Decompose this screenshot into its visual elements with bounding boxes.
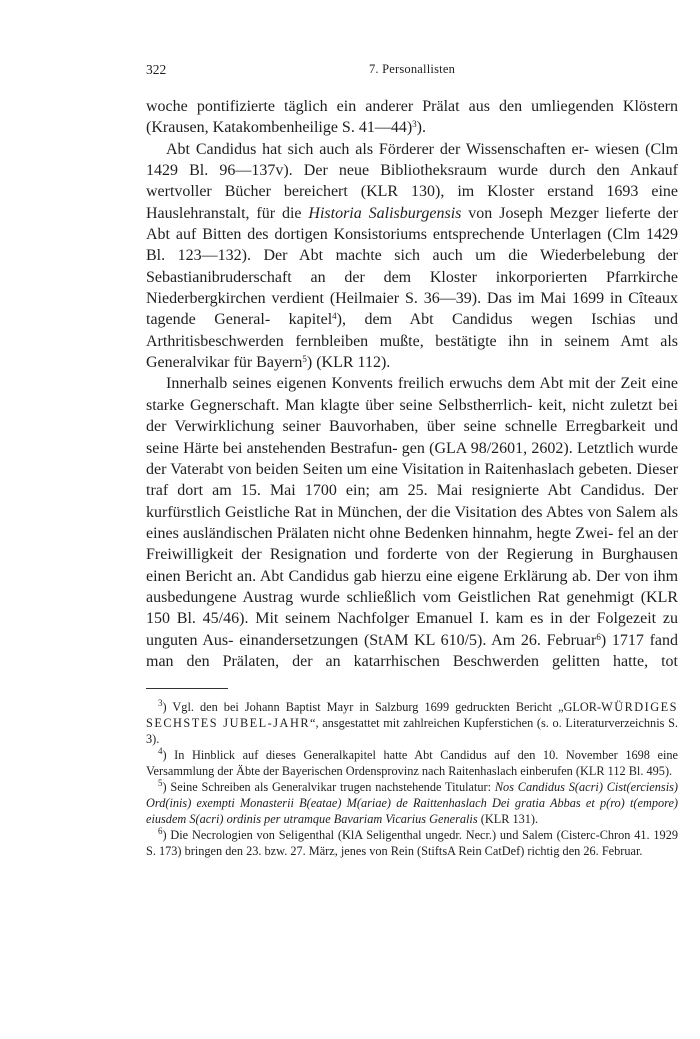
text-line: keit, nicht zuletzt bei der Verwirklichung seiner Bauvorhaben, über [146, 396, 679, 436]
running-head: 7. Personallisten [368, 62, 456, 76]
text-line: wiesen (Clm 1429 Bl. 96—137v). Der neue Bibliotheksraum wurde [146, 140, 679, 180]
text-line: eines ausländischen Prälaten nicht ohne Bedenken hinnahm, hegte Zwei- [146, 524, 614, 542]
text-line: vom Geistlichen Rat genehmigt (KLR 150 Bl. 45/46). Mit seinem [146, 588, 679, 628]
text-line: seine schnelle Erregbarkeit und seine Härte bei anstehenden Bestrafun- [146, 418, 679, 457]
text-line: sich auch um die Wiederbelebung der Sebastianibruderschaft an der [146, 247, 678, 286]
text-line: der Zeit eine starke Gegnerschaft. Man klagte über seine Selbstherrlich- [146, 375, 679, 414]
book-page [146, 62, 678, 859]
text-line: Geistliche Rat in München, der die Visitation des Abtes von Salem als [225, 503, 679, 521]
text-line: in Burghausen einen Bericht an. Abt Candidus gab hierzu eine eigene [146, 546, 679, 585]
text-line: Nachfolger Emanuel I. kam es in der Folgezeit zu unguten Aus- [146, 610, 679, 649]
text-line: fernbleiben mußte, bestätigte ihn in seinem Amt als Generalvikar für [146, 332, 679, 372]
text-line: dem Kloster inkorporierten Pfarrkirche Niederbergkirchen verdient [146, 268, 678, 308]
text-line: Erklärung ab. Der von ihm ausbedungene Austrag wurde schließlich [146, 567, 679, 606]
page-number: 322 [146, 62, 167, 77]
text-line: durch den Ankauf wertvoller Bücher bereichert (KLR 130), im Kloster [146, 162, 678, 201]
paragraph [146, 139, 678, 374]
text-line: Bayern$^5$) (KLR 112). [256, 354, 391, 372]
footnote-separator [146, 688, 228, 689]
text-line: 15. Mai 1700 ein; am 25. Mai resignierte Abt Candidus. Der kurfürstlich [146, 482, 679, 521]
footnote: $^6$) Die Necrologien von Seligenthal (KlA Seligenthal ungedr. Necr.) und Salem (Cisterc-Chron 41. 1929 S. 173) bringen den 23. bzw. 27. März, jenes von Rein (StiftsA Rein CatDef) richtig den 26. Februar. [146, 826, 679, 859]
text-line: einandersetzungen (StAM KL 610/5). Am 26. Februar$^6$) 1717 fand [239, 631, 679, 649]
body-text [146, 96, 678, 672]
text-line: fel an der Freiwilligkeit der Resignation und forderte von der Regierung [146, 524, 679, 564]
paragraph [146, 96, 678, 139]
footnote: $^4$) In Hinblick auf dieses Generalkapitel hatte Abt Candidus auf den 10. November 1698 eine Versammlung der Äbte der Bayerischen Ordensprovinz nach Raitenhaslach einberufen (KLR 112 Bl. 495). [146, 746, 678, 779]
text-line: gen (GLA 98/2601, 2602). Letztlich wurde der Vaterabt von beiden [146, 439, 679, 478]
text-line: Seiten um eine Visitation in Raitenhaslach gebeten. Dieser traf dort am [146, 460, 679, 500]
footnote-line: (KLR 131). [480, 812, 539, 827]
text-line: entsprechende Unterlagen (Clm 1429 Bl. 123—132). Der Abt machte [146, 226, 678, 265]
text-line: kapitel$^4$), dem Abt Candidus wegen Ischias und Arthritisbeschwerden [146, 311, 679, 350]
footnote-line: (KLR 112 Bl. 495). [575, 764, 673, 779]
text-line: erstand 1693 eine Hauslehranstalt, für die Historia Salisburgensis von [146, 183, 678, 222]
footnote-line: eine Versammlung der Äbte der Bayerischen Ordensprovinz nach Raitenhaslach einberufen [146, 748, 678, 779]
footnote-line: richtig den 26. Februar. [527, 844, 643, 859]
text-line: man den Prälaten, der an katarrhischen Beschwerden gelitten hatte, tot [146, 652, 678, 670]
text-line: Abt Candidus hat sich auch als Förderer der Wissenschaften er- [166, 140, 589, 158]
text-line: Joseph Mezger lieferte der Abt auf Bitten des dortigen Konsistoriums [146, 204, 679, 244]
footnotes [146, 699, 678, 859]
footnote-line: Chron 41. 1929 S. 173) bringen den 23. bzw. 27. März, jenes von Rein (StiftsA Rein CatDef) [146, 828, 679, 859]
footnote: $^5$) Seine Schreiben als Generalvikar trugen nachstehende Titulatur: Nos Candidus S(acri) Cist(erciensis) Ord(inis) exempti Monasterii B(eatae) M(ariae) de Raittenhaslach Dei gratia Abbas et p(ro) t(empore) eiusdem S(acri) ordinis per utramque Bavariam Vicarius Generalis (KLR 131). [146, 778, 678, 827]
paragraph [146, 373, 678, 672]
text-line: (Heilmaier S. 36—39). Das im Mai 1699 in Cîteaux tagende General- [146, 290, 679, 329]
page-header [146, 62, 678, 84]
text-line: woche pontifizierte täglich ein anderer Prälat aus den umliegenden [146, 98, 614, 115]
footnote-line: (s. o. Literaturverzeichnis S. 3). [146, 716, 678, 747]
text-line: Innerhalb seines eigenen Konvents freilich erwuchs dem Abt mit [166, 375, 590, 393]
footnote: $^3$) Vgl. den bei Johann Baptist Mayr in Salzburg 1699 gedruckten Bericht „GLOR-WÜRDIGES SECHSTES JUBEL-JAHR“, ansgestattet mit zahlreichen Kupferstichen (s. o. Literaturverzeichnis S. 3). [146, 698, 678, 747]
text-line: Klöstern (Krausen, Katakombenheilige S. 41—44)$^3$). [146, 98, 678, 137]
